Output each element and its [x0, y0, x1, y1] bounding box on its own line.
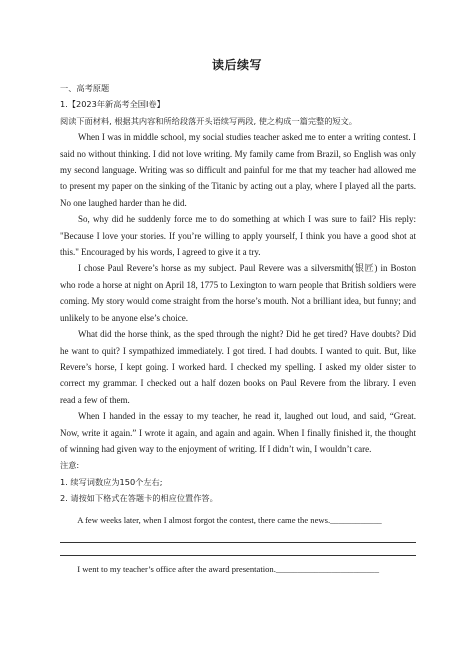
section-heading: 一、高考原题: [60, 83, 110, 93]
story-paragraph-1: When I was in middle school, my social studies teacher asked me to enter a writing contest. I said no without thinking. I did not love writing. My family came from Brazil, so English was only my second language. Writing was so difficult and painful for me that my teacher had allowed me to present my paper on the sinking of the Titanic by acting out a play, where I played all the parts. No one laughed harder than he did.: [60, 132, 416, 208]
note-item-2: 2. 请按如下格式在答题卡的相应位置作答。: [60, 493, 218, 504]
answer-line: [60, 531, 416, 543]
story-paragraph-5: When I handed in the essay to my teacher, he read it, laughed out loud, and said, “Great. Now, write it again.” I wrote it again, and again and again. When I finally finished it, the thought of winning had given way to the enjoyment of writing. If I didn’t win, I wouldn’t care.: [60, 411, 416, 454]
item-heading: 1.【2023年新高考全国Ⅰ卷】: [60, 99, 165, 110]
note-item-1: 1. 续写词数应为150个左右;: [60, 476, 163, 487]
story-paragraph-4: What did the horse think, as the sped through the night? Did he get tired? Have doubts? Did he want to quit? I sympathized immediately. I got tired. I had doubts. I wanted to quit. But, like Revere’s horse, I kept going. I worked hard. I checked my spelling. I asked my older sister to correct my grammar. I checked out a half dozen books on Paul Revere from the library. I even read a few of them.: [60, 329, 416, 405]
story-paragraph-2: So, why did he suddenly force me to do something at which I was sure to fail? His reply: "Because I love your stories. If you’re willing to apply yourself, I think you have a good shot at this." Encouraged by his words, I agreed to give it a try.: [60, 214, 416, 258]
instruction-text: 阅读下面材料, 根据其内容和所给段落开头语续写两段, 使之构成一篇完整的短文。: [60, 115, 357, 126]
answer-line: [60, 543, 416, 555]
document-body: [60, 80, 416, 577]
notes-label: 注意:: [60, 460, 80, 471]
page-title: 读后续写: [211, 58, 262, 72]
continuation-prompt-1: A few weeks later, when I almost forgot the contest, there came the news.____________: [77, 514, 382, 525]
continuation-prompt-2: I went to my teacher’s office after the award presentation.________________________: [77, 563, 379, 574]
story-paragraph-3: I chose Paul Revere’s horse as my subject. Paul Revere was a silversmith(银匠) in Boston who rode a horse at night on April 18, 1775 to Lexington to warn people that British soldiers were coming. My story would come straight from the horse’s mouth. Not a brilliant idea, but funny; and unlikely to be anyone else’s choice.: [60, 263, 416, 323]
